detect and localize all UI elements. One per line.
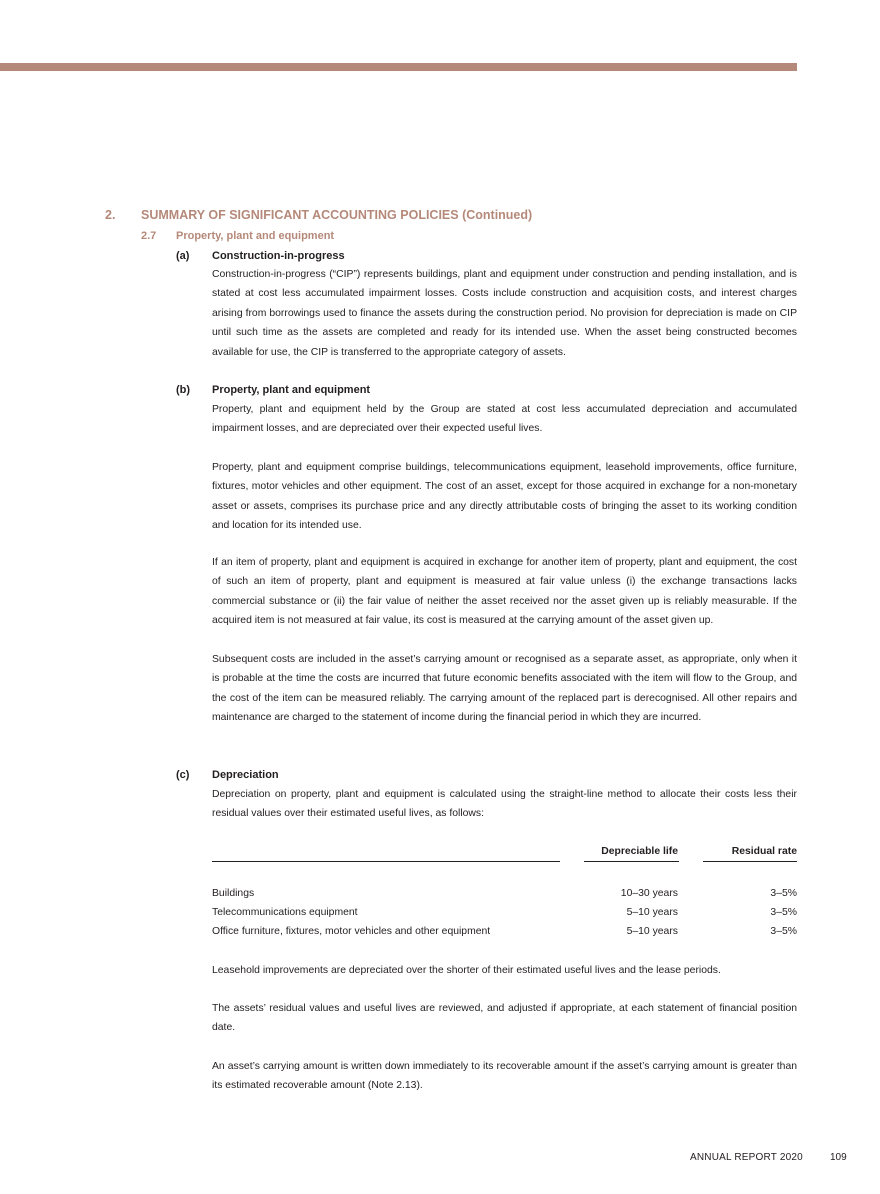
header-accent-bar bbox=[0, 63, 797, 71]
table-header-residual-rate: Residual rate bbox=[731, 846, 797, 857]
item-c-paragraph-2: Leasehold improvements are depreciated over the shorter of their estimated useful lives and the lease periods. bbox=[212, 965, 721, 976]
item-c-paragraph-4: An asset’s carrying amount is written down immediately to its recoverable amount if the asset’s carrying amount is greater than its estimated recoverable amount (Note 2.13). bbox=[212, 1061, 797, 1092]
item-b-paragraph-2: Property, plant and equipment comprise buildings, telecommunications equipment, leasehold improvements, office furniture, fixtures, motor vehicles and other equipment. The cost of an asset, except for those acquired in exchange for a non-monetary asset or assets, comprises its purchase price and any directly attributable costs of bringing the asset to its working condition and location for its intended use. bbox=[212, 462, 797, 532]
item-c-paragraph-3: The assets’ residual values and useful lives are reviewed, and adjusted if appropriate, at each statement of financial position date. bbox=[212, 1003, 797, 1034]
section-title: SUMMARY OF SIGNIFICANT ACCOUNTING POLICIES (Continued) bbox=[141, 208, 533, 222]
table-rule-label-column bbox=[212, 861, 560, 862]
table-rule-rate-column bbox=[703, 861, 797, 862]
item-b-paragraph-4: Subsequent costs are included in the asset’s carrying amount or recognised as a separate asset, as appropriate, only when it is probable at the time the costs are incurred that future economic benefits associated with the item will flow to the Group, and the cost of the item can be measured reliably. The carrying amount of the replaced part is derecognised. All other repairs and maintenance are charged to the statement of income during the financial period in which they are incurred. bbox=[212, 654, 797, 724]
footer-report-title: ANNUAL REPORT 2020 bbox=[690, 1152, 803, 1163]
table-row-3-name: Office furniture, fixtures, motor vehicles and other equipment bbox=[212, 926, 491, 937]
table-row-1-rate: 3–5% bbox=[770, 888, 797, 899]
item-b-label: (b) bbox=[176, 384, 191, 396]
item-a-heading: Construction-in-progress bbox=[212, 250, 345, 262]
table-row-2-name: Telecommunications equipment bbox=[212, 907, 358, 918]
item-a-label: (a) bbox=[176, 250, 190, 262]
item-b-paragraph-3: If an item of property, plant and equipment is acquired in exchange for another item of property, plant and equipment, the cost of such an item of property, plant and equipment is measured at fair value unless (i) the exchange transactions lacks commercial substance or (ii) the fair value of neither the asset received nor the asset given up is reliably measurable. If the acquired item is not measured at fair value, its cost is measured at the carrying amount of the asset given up. bbox=[212, 557, 797, 627]
table-header-depreciable-life: Depreciable life bbox=[601, 846, 678, 857]
item-c-heading: Depreciation bbox=[212, 769, 279, 781]
table-row-3-rate: 3–5% bbox=[770, 926, 797, 937]
item-c-paragraph-1: Depreciation on property, plant and equipment is calculated using the straight-line method to allocate their costs less their residual values over their estimated useful lives, as follows: bbox=[212, 789, 797, 820]
table-row-1-name: Buildings bbox=[212, 888, 255, 899]
table-row-1-life: 10–30 years bbox=[620, 888, 678, 899]
depreciation-table bbox=[212, 840, 797, 945]
table-rule-life-column bbox=[584, 861, 679, 862]
section-number: 2. bbox=[105, 208, 116, 222]
item-b-paragraph-1: Property, plant and equipment held by the Group are stated at cost less accumulated depreciation and accumulated impairment losses, and are depreciated over their expected useful lives. bbox=[212, 404, 797, 435]
item-a-paragraph-1: Construction-in-progress (“CIP”) represents buildings, plant and equipment under construction and pending installation, and is stated at cost less accumulated impairment losses. Costs include construction and acquisition costs, and interest charges arising from borrowings used to finance the assets during the construction period. No provision for depreciation is made on CIP until such time as the assets are completed and ready for its intended use. When the asset being constructed becomes available for use, the CIP is transferred to the appropriate category of assets. bbox=[212, 269, 797, 358]
subsection-title: Property, plant and equipment bbox=[176, 230, 335, 242]
table-row-3-life: 5–10 years bbox=[626, 926, 678, 937]
footer-page-number: 109 bbox=[830, 1152, 847, 1163]
table-row-2-life: 5–10 years bbox=[626, 907, 678, 918]
item-c-label: (c) bbox=[176, 769, 190, 781]
table-row-2-rate: 3–5% bbox=[770, 907, 797, 918]
subsection-number: 2.7 bbox=[141, 230, 157, 242]
item-b-heading: Property, plant and equipment bbox=[212, 384, 371, 396]
